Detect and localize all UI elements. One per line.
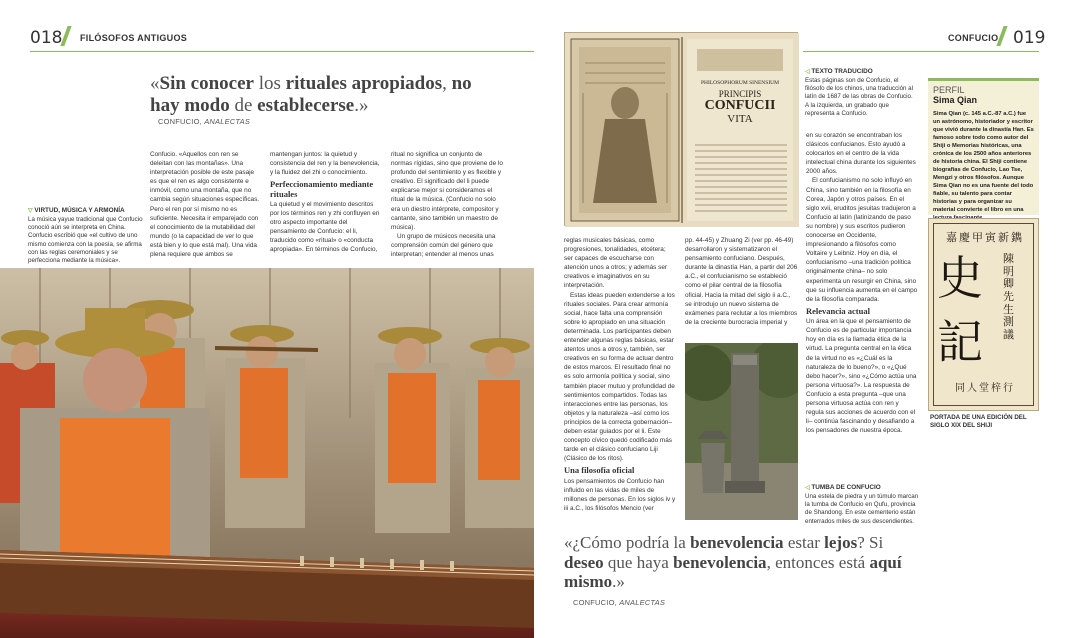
pull-quote-right [564, 533, 904, 592]
header-rule-right [803, 51, 1039, 52]
body-column-3 [391, 150, 503, 259]
quote-fragment: Sin conocer [159, 73, 254, 94]
body-column-1 [150, 150, 262, 259]
page-number-left: 018 [30, 28, 63, 48]
quote-fragment: «¿Cómo podría la [564, 533, 691, 552]
running-head-left: FILÓSOFOS ANTIGUOS [80, 33, 188, 43]
profile-name: Sima Qian [933, 95, 978, 105]
profile-text: Sima Qian (c. 145 a.C.-87 a.C.) fue un astrónomo, historiador y escritor que vivió durante la dinastía Han. Es famoso sobre todo como autor del Shiji o Memorias históricas, una crónica de los 2500 años anteriores de historia china. El Shiji contiene biografías de Confucio, Lao Tse, Mengzi y otros filósofos. Aunque Sima Qian no es una fuente del todo fiable, su talento para contar historias y para organizar su material convierte el libro en una [933, 111, 1034, 213]
quote-fragment: estar [783, 533, 825, 552]
paragraph: Los pensamientos de Confucio han influido en las vidas de miles de millones de personas. En los siglos iv y iii a.C., los filósofos Mencio (ver [564, 477, 676, 512]
book-illustration [565, 33, 799, 227]
caption-tomb: ◁ TUMBA DE CONFUCIO Una estela de piedra y un túmulo marcan la tumba de Confucio en Qufu, provincia de Shandong. En este cementerio están enterrados miles de sus descendientes. [805, 484, 919, 525]
quote-fragment: , entonces está [766, 552, 870, 572]
body-column-c [806, 131, 918, 435]
quote-fragment: .» [612, 572, 625, 592]
running-head-right: CONFUCIO [948, 33, 999, 43]
paragraph: pp. 44-45) y Zhuang Zi (ver pp. 46-49) desarrollaron y sistematizaron el pensamiento confuciano. Después, durante la dinastía Han, a partir del 206 a.C., el confucianismo se estableció como el pilar central de la filosofía oficial. Hacia la mitad del siglo ii a.C., se introdujo un nuevo sistema de exámenes para reclutar a los miembros de la creciente burocracia imperial y [685, 237, 798, 326]
paragraph: reglas musicales básicas, como progresiones, tonalidades, etcétera; ser capaces de escucharse con atención unos a otros; y además ser creativos e imaginativos en su interpretación. [564, 237, 668, 290]
shiji-bottom-text: 同人堂梓行 [955, 383, 1015, 394]
section-heading: Perfeccionamiento mediante rituales [270, 179, 374, 199]
quote-fragment: .» [354, 94, 369, 116]
quote-fragment: no hay modo [150, 73, 472, 116]
photo-latin-translation [564, 32, 798, 226]
quote-fragment: deseo [564, 552, 604, 572]
book-latin-title: PHILOSOPHORUM SINENSIUM PRINCIPIS CONFUCII VITA [700, 80, 780, 125]
shiji-big-char-2: 記 [937, 315, 983, 369]
paragraph: El confucianismo no solo influyó en China, sino también en la filosofía en Corea, Japón y otros países. En el siglo xvii, eruditos jesuitas tradujeron a Confucio al latín (latinizando de paso su nombre) y sus escritos pudieron conocerse en Occidente, impresionando a filósofos como Voltaire y Leibniz. Hoy en día, el confucianismo –una tradición política originalmente china– no solo experimenta un resurgir en China, sino que su influencia aumenta en el campo de la filosofía comparada. [806, 177, 918, 303]
pull-quote-left [150, 73, 480, 117]
caption-shiji: PORTADA DE UNA EDICIÓN DEL SIGLO XIX DEL SHIJI [930, 414, 1027, 430]
shiji-big-char-1: 史 [937, 251, 983, 305]
body-column-2 [270, 150, 382, 255]
quote-attribution-right: CONFUCIO, ANALECTAS [573, 598, 666, 607]
quote-attribution-left: CONFUCIO, ANALECTAS [158, 117, 251, 126]
page-number-right: 019 [1013, 28, 1046, 48]
paragraph: La quietud y el movimiento descritos por los términos ren y zhi confluyen en otro aspecto importante del pensamiento de Confucio: el li, traducido como «ritual» o «conducta apropiada». En términos de Confucio, [270, 200, 380, 254]
paragraph: en su corazón se encontraban los clásicos confucianos. Esto ayudó a colocarlos en el centro de la vida intelectual china durante los siguientes 2000 años. [806, 132, 916, 176]
paragraph: ritual no significa un conjunto de normas rígidas, sino que proviene de lo profundo del sentimiento y es flexible y creativo. El significado del li puede explicarse mejor si consideramos el ritual de la música. (Confucio no solo era un diestro intérprete, compositor y cantante, sino también un maestro de música). [391, 151, 503, 231]
quote-fragment: , [442, 73, 452, 94]
quote-fragment: que haya [603, 552, 674, 572]
quote-fragment: benevolencia [673, 552, 767, 572]
section-heading: Una filosofía oficial [564, 465, 635, 476]
profile-label: PERFIL [933, 85, 965, 95]
profile-box-sima-qian [928, 78, 1039, 215]
quote-fragment: los [253, 73, 286, 94]
musicians-illustration [0, 268, 534, 638]
caption-book: ◁ TEXTO TRADUCIDO Estas páginas son de Confucio, el filósofo de los chinos, una traducción al latín de 1687 de las obras de Confucio. A la izquierda, un grabado que representa a Confucio. [805, 68, 914, 118]
shiji-side-text: 陳明卿先生測議 [1003, 252, 1014, 341]
header-rule-left [30, 51, 534, 52]
quote-fragment: « [150, 73, 160, 94]
body-column-a [564, 236, 676, 513]
quote-fragment: lejos [824, 533, 858, 552]
paragraph: mantengan juntos: la quietud y consistencia del ren y la benevolencia, y la fluidez del zhi o conocimiento. [270, 151, 380, 177]
paragraph: Confucio. «Aquellos con ren se deleitan con las montañas». Una interpretación posible de este pasaje es que el ren es algo consistente e inmóvil, como una montaña, que no cambia según situaciones específicas. Pero el ren por sí mismo no es suficiente. Necesita ir emparejado con el conocimiento de la mutabilidad del mundo (o la capacidad de ver lo que está bien y lo que está mal). Una vida plena requiere que ambos se [150, 151, 260, 259]
tomb-illustration [685, 343, 798, 520]
quote-fragment: benevolencia [690, 533, 784, 552]
paragraph: Un área en la que el pensamiento de Confucio es de particular importancia hoy en día es la llamada ética de la virtud. La pregunta central en la ética de la virtud no es «¿Cuál es la naturaleza de lo bueno?», o «¿Qué debo hacer?», sino «¿Cómo actúa una persona virtuosa?». La respuesta de Confucio a esta pregunta –que una persona virtuosa actúa con ren y regula sus acciones de acuerdo con el li– continúa fascinando y desafiando a los pensadores de nuestra época. [806, 318, 917, 435]
photo-confucius-tomb [685, 343, 798, 520]
photo-shiji-cover [928, 218, 1039, 411]
quote-fragment: de [229, 94, 258, 116]
quote-fragment: establecerse [257, 94, 355, 116]
shiji-top-text: 嘉慶甲寅新鐫 [946, 231, 1024, 244]
photo-yayue-musicians [0, 268, 534, 638]
quote-fragment: ? Si [857, 533, 884, 552]
body-column-b [685, 236, 798, 327]
quote-fragment: aquí mismo [564, 552, 902, 592]
section-heading: Relevancia actual [806, 305, 870, 316]
paragraph: Un grupo de músicos necesita una comprensión común del género que interpretan; entender al menos unas [391, 232, 496, 259]
quote-fragment: rituales apropiados [285, 73, 443, 94]
caption-music: ▽ VIRTUD, MÚSICA Y ARMONÍA La música yayue tradicional que Confucio conoció aún se interpreta en China. Confucio escribió que «el cultivo de uno mismo comienza con la poesía, se afirma con las reglas ceremoniales y se perfecciona mediante la música». [28, 207, 143, 265]
paragraph: Estas ideas pueden extenderse a los rituales sociales. Para crear armonía social, hace falta una comprensión sobre lo apropiado en una situación determinada. Los participantes deben entender algunas reglas básicas, estar atentos unos a otros y, también, ser creativos en su forma de actuar dentro de estos marcos. El resultado final no es solo armonía política y social, sino también placer mutuo y profundidad de sentimientos compartidos. Todas las interacciones entre las personas, los objetos y la naturaleza –así como los principios de la correcta gobernación– deben estar guiados por el li. Este concepto cívico quedó codificado más tarde en el clásico confuciano Liji (Clásico de los ritos). [564, 291, 675, 463]
